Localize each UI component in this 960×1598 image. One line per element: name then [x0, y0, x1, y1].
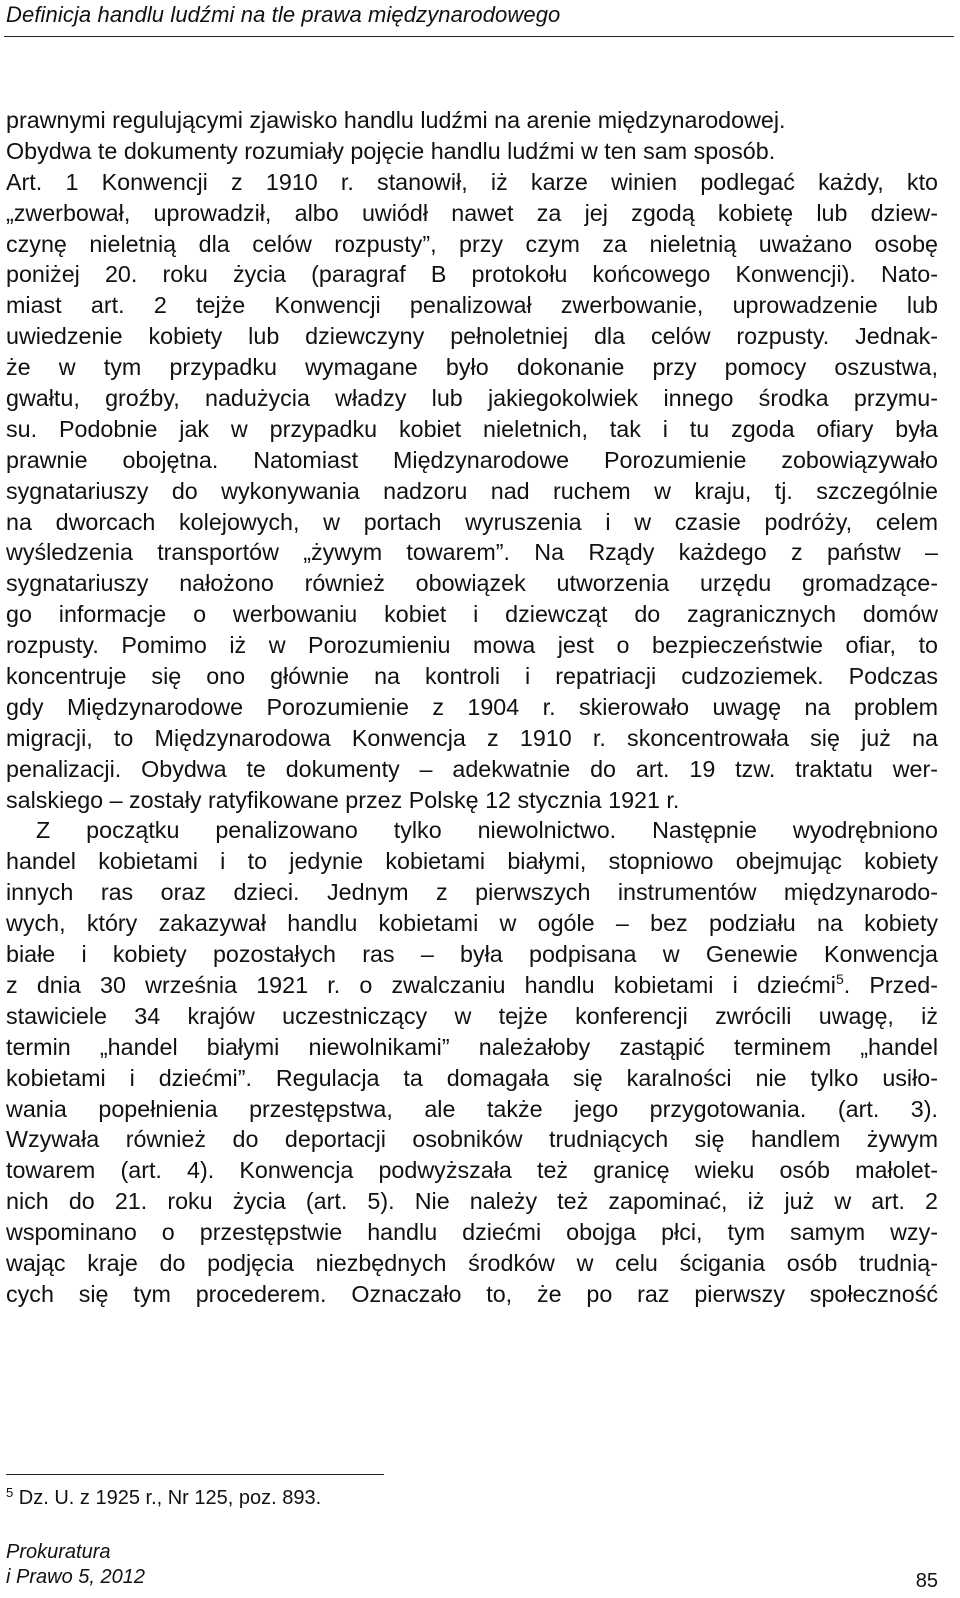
text-line-content: nich do 21. roku życia (art. 5). Nie należy też zapominać, iż już w art. 2	[6, 1188, 938, 1215]
text-line	[6, 1155, 938, 1186]
text-line-content: wając kraje do podjęcia niezbędnych środków w celu ścigania osób trudnią-	[6, 1249, 938, 1276]
text-line	[6, 105, 938, 136]
footnote-text: Dz. U. z 1925 r., Nr 125, poz. 893.	[18, 1487, 322, 1509]
running-header: Definicja handlu ludźmi na tle prawa międzynarodowego	[6, 2, 561, 27]
text-line-content: stawiciele 34 krajów uczestniczący w tejże konferencji zwrócili uwagę, iż	[6, 1002, 938, 1029]
text-line-content: go informacje o werbowaniu kobiet i dziewcząt do zagranicznych domów	[6, 601, 938, 628]
text-line	[6, 259, 938, 290]
text-line-content: su. Podobnie jak w przypadku kobiet nieletnich, tak i tu zgoda ofiary była	[6, 415, 938, 442]
text-line-content: Art. 1 Konwencji z 1910 r. stanowił, iż karze winien podlegać każdy, kto	[6, 168, 938, 195]
text-line-content: handel kobietami i to jedynie kobietami białymi, stopniowo obejmując kobiety	[6, 848, 938, 875]
text-line	[6, 136, 938, 167]
text-line-content: koncentruje się ono głównie na kontroli i repatriacji cudzoziemek. Podczas	[6, 663, 938, 690]
footer-journal	[6, 1540, 145, 1590]
text-line	[6, 1032, 938, 1063]
text-line-content: migracji, to Międzynarodowa Konwencja z 1910 r. skoncentrowała się już na	[6, 724, 938, 751]
text-line-content: sygnatariuszy nałożono również obowiązek utworzenia urzędu gromadzące-	[6, 570, 938, 597]
page-number: 85	[915, 1570, 938, 1592]
text-line-content: czynę nieletnią dla celów rozpusty”, przy czym za nieletnią uważano osobę	[6, 230, 938, 257]
text-line-content: poniżej 20. roku życia (paragraf B protokołu końcowego Konwencji). Nato-	[6, 261, 938, 288]
text-line-content: białe i kobiety pozostałych ras – była podpisana w Genewie Konwencja	[6, 941, 938, 968]
text-line-content: kobietami i dziećmi”. Regulacja ta domagała się karalności nie tylko usiło-	[6, 1064, 938, 1091]
text-line-content: na dworcach kolejowych, w portach wyruszenia i w czasie podróży, celem	[6, 508, 938, 535]
text-line	[6, 1063, 938, 1094]
text-line-content: wania popełnienia przestępstwa, ale także jego przygotowania. (art. 3).	[6, 1095, 938, 1122]
text-line	[6, 352, 938, 383]
text-line-content: termin „handel białymi niewolnikami” należałoby zastąpić terminem „handel	[6, 1033, 938, 1060]
text-line-continuation: . Przed-	[843, 971, 938, 998]
text-line-content: Z początku penalizowano tylko niewolnictwo. Następnie wyodrębniono	[36, 817, 938, 844]
text-line	[6, 1217, 938, 1248]
text-line-content: z dnia 30 września 1921 r. o zwalczaniu handlu kobietami i dziećmi	[6, 971, 836, 998]
text-line-content: gwałtu, groźby, nadużycia władzy lub jakiegokolwiek innego środka przymu-	[6, 385, 938, 412]
text-line	[6, 537, 938, 568]
text-line-content: prawnie obojętna. Natomiast Międzynarodowe Porozumienie zobowiązywało	[6, 446, 938, 473]
text-line	[6, 630, 938, 661]
text-line	[6, 1124, 938, 1155]
text-line-content: salskiego – zostały ratyfikowane przez Polskę 12 stycznia 1921 r.	[6, 786, 680, 813]
text-line-content: wych, który zakazywał handlu kobietami w ogóle – bez podziału na kobiety	[6, 910, 938, 937]
text-line-content: prawnymi regulującymi zjawisko handlu ludźmi na arenie międzynarodowej.	[6, 107, 786, 133]
text-line	[6, 785, 938, 816]
text-line	[6, 290, 938, 321]
text-line	[6, 815, 938, 846]
text-line-content: że w tym przypadku wymagane było dokonanie przy pomocy oszustwa,	[6, 354, 938, 381]
text-line	[6, 908, 938, 939]
body-text	[6, 105, 938, 1310]
text-line	[6, 692, 938, 723]
text-line	[6, 877, 938, 908]
text-line	[6, 599, 938, 630]
text-line-content: penalizacji. Obydwa te dokumenty – adekwatnie do art. 19 tzw. traktatu wer-	[6, 755, 938, 782]
text-line	[6, 661, 938, 692]
text-line-content: uwiedzenie kobiety lub dziewczyny pełnoletniej dla celów rozpusty. Jednak-	[6, 323, 938, 350]
text-line	[6, 383, 938, 414]
text-line	[6, 198, 938, 229]
text-line-content: „zwerbował, uprowadził, albo uwiódł nawet za jej zgodą kobietę lub dziew-	[6, 199, 938, 226]
text-line	[6, 414, 938, 445]
text-line	[6, 846, 938, 877]
text-line	[6, 723, 938, 754]
text-line-content: gdy Międzynarodowe Porozumienie z 1904 r. skierowało uwagę na problem	[6, 693, 938, 720]
text-line	[6, 476, 938, 507]
text-line	[6, 754, 938, 785]
text-line	[6, 568, 938, 599]
text-line-content: Wzywała również do deportacji osobników trudniących się handlem żywym	[6, 1126, 938, 1153]
text-line-content: towarem (art. 4). Konwencja podwyższała też granicę wieku osób małolet-	[6, 1157, 938, 1184]
text-line	[6, 970, 938, 1001]
text-line-content: innych ras oraz dzieci. Jednym z pierwszych instrumentów międzynarodo-	[6, 879, 938, 906]
text-line-content: wspominano o przestępstwie handlu dziećmi obojga płci, tym samym wzy-	[6, 1219, 938, 1246]
text-line	[6, 321, 938, 352]
text-line-content: cych się tym procederem. Oznaczało to, że po raz pierwszy społeczność	[6, 1280, 938, 1307]
journal-issue: i Prawo 5, 2012	[6, 1566, 145, 1588]
text-line	[6, 1001, 938, 1032]
text-line-content: sygnatariuszy do wykonywania nadzoru nad ruchem w kraju, tj. szczególnie	[6, 477, 938, 504]
footnote-divider	[6, 1474, 384, 1475]
text-line-content: rozpusty. Pomimo iż w Porozumieniu mowa jest o bezpieczeństwie ofiar, to	[6, 632, 938, 659]
text-line-content: miast art. 2 tejże Konwencji penalizował zwerbowanie, uprowadzenie lub	[6, 292, 938, 319]
footnote-number: 5	[6, 1485, 14, 1500]
text-line	[6, 167, 938, 198]
text-line	[6, 229, 938, 260]
header-divider	[4, 36, 954, 37]
text-line	[6, 1186, 938, 1217]
text-line	[6, 1094, 938, 1125]
text-line	[6, 939, 938, 970]
text-line-content: wyśledzenia transportów „żywym towarem”. Na Rządy każdego z państw –	[6, 539, 938, 566]
text-line	[6, 1279, 938, 1310]
text-line	[6, 445, 938, 476]
text-line	[6, 507, 938, 538]
text-line-content: Obydwa te dokumenty rozumiały pojęcie handlu ludźmi w ten sam sposób.	[6, 137, 776, 164]
journal-name: Prokuratura	[6, 1541, 111, 1563]
text-line	[6, 1248, 938, 1279]
footnote-reference: 5	[835, 970, 844, 987]
footnote	[6, 1487, 321, 1510]
